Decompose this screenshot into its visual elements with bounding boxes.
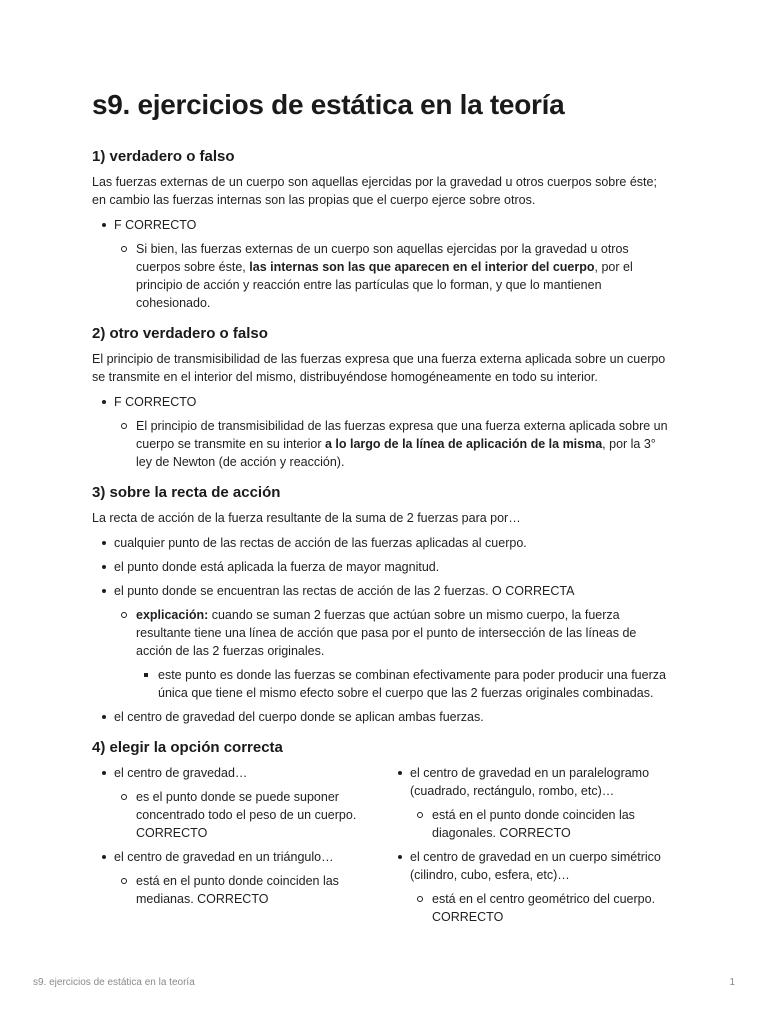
- section-2: [92, 324, 672, 471]
- list-item: es el punto donde se puede suponer concentrado todo el peso de un cuerpo. CORRECTO: [114, 788, 376, 842]
- statement: La recta de acción de la fuerza resultante de la suma de 2 fuerzas para por…: [92, 511, 521, 525]
- list-item: [114, 606, 672, 702]
- option-text: el centro de gravedad…: [114, 766, 248, 780]
- answer-list: [114, 872, 376, 908]
- list-item: este punto es donde las fuerzas se combinan efectivamente para poder producir una fuerza única que tiene el mismo efecto sobre el cuerpo que las 2 fuerzas originales combinadas.: [136, 666, 672, 702]
- explanation-list: [114, 240, 672, 312]
- list-item: [92, 393, 672, 471]
- explanation-text: cuando se suman 2 fuerzas que actúan sobre un mismo cuerpo, la fuerza resultante tiene una línea de acción que pasa por el punto de intersección de las líneas de acción de las 2 fuerzas originales.: [136, 608, 637, 658]
- two-column-layout: [92, 764, 672, 932]
- answer-list: [114, 788, 376, 842]
- list-item: cualquier punto de las rectas de acción de las fuerzas aplicadas al cuerpo.: [92, 534, 672, 552]
- list-item: está en el punto donde coinciden las medianas. CORRECTO: [114, 872, 376, 908]
- answer-list: [410, 806, 672, 842]
- list-item: [114, 240, 672, 312]
- section-4: [92, 738, 672, 932]
- explanation-bold: las internas son las que aparecen en el interior del cuerpo: [249, 260, 595, 274]
- option-text: el punto donde se encuentran las rectas de acción de las 2 fuerzas. O CORRECTA: [114, 584, 575, 598]
- left-column: [92, 764, 376, 932]
- answer-text: F CORRECTO: [114, 218, 197, 232]
- option-list: [92, 764, 376, 908]
- answer-list: [92, 393, 672, 471]
- right-column: [388, 764, 672, 932]
- page-number: 1: [729, 977, 735, 988]
- section-heading: 1) verdadero o falso: [92, 148, 235, 165]
- list-item: [388, 764, 672, 842]
- answer-text: F CORRECTO: [114, 395, 197, 409]
- explanation-bold: a lo largo de la línea de aplicación de la misma: [324, 437, 603, 451]
- option-list: [388, 764, 672, 926]
- section-heading: 4) elegir la opción correcta: [92, 739, 283, 756]
- list-item: está en el centro geométrico del cuerpo. CORRECTO: [410, 890, 672, 926]
- page-title: s9. ejercicios de estática en la teoría: [92, 89, 565, 120]
- footer-title: s9. ejercicios de estática en la teoría: [33, 977, 195, 988]
- option-text: el centro de gravedad en un paralelogramo (cuadrado, rectángulo, rombo, etc)…: [410, 766, 650, 798]
- list-item: el centro de gravedad del cuerpo donde se aplican ambas fuerzas.: [92, 708, 672, 726]
- list-item: está en el punto donde coinciden las diagonales. CORRECTO: [410, 806, 672, 842]
- section-heading: 3) sobre la recta de acción: [92, 484, 281, 501]
- answer-list: [92, 216, 672, 312]
- explanation-bold: explicación:: [136, 608, 209, 622]
- sub-explanation-list: [136, 666, 672, 702]
- section-3: [92, 483, 672, 726]
- list-item: [388, 848, 672, 926]
- list-item: [92, 216, 672, 312]
- statement: El principio de transmisibilidad de las fuerzas expresa que una fuerza externa aplicada sobre un cuerpo se transmite en el interior del mismo, distribuyéndose homogéneamente en todo su interior.: [92, 352, 666, 384]
- document-page: [92, 85, 672, 944]
- explanation-text: Si bien, las fuerzas externas de un cuerpo son aquellas ejercidas por la gravedad u otros cuerpos sobre éste,: [136, 242, 629, 274]
- explanation-text: , por la 3° ley de Newton (de acción y reacción).: [136, 437, 656, 469]
- explanation-text: El principio de transmisibilidad de las fuerzas expresa que una fuerza externa aplicada sobre un cuerpo se transmite en su interior: [136, 419, 668, 451]
- list-item: [92, 582, 672, 702]
- answer-list: [410, 890, 672, 926]
- option-list: [92, 534, 672, 726]
- page-footer: [33, 977, 735, 988]
- option-text: el centro de gravedad en un cuerpo simétrico (cilindro, cubo, esfera, etc)…: [410, 850, 661, 882]
- section-heading: 2) otro verdadero o falso: [92, 325, 268, 342]
- explanation-list: [114, 417, 672, 471]
- explanation-text: , por el principio de acción y reacción entre las partículas que lo forman, y que lo mantienen cohesionado.: [136, 260, 633, 310]
- statement: Las fuerzas externas de un cuerpo son aquellas ejercidas por la gravedad u otros cuerpos sobre éste; en cambio las fuerzas internas son las propias que el cuerpo ejerce sobre otros.: [92, 175, 657, 207]
- explanation-list: [114, 606, 672, 702]
- list-item: [114, 417, 672, 471]
- list-item: [92, 848, 376, 908]
- option-text: el centro de gravedad en un triángulo…: [114, 850, 334, 864]
- section-1: [92, 147, 672, 312]
- list-item: [92, 764, 376, 842]
- list-item: el punto donde está aplicada la fuerza de mayor magnitud.: [92, 558, 672, 576]
